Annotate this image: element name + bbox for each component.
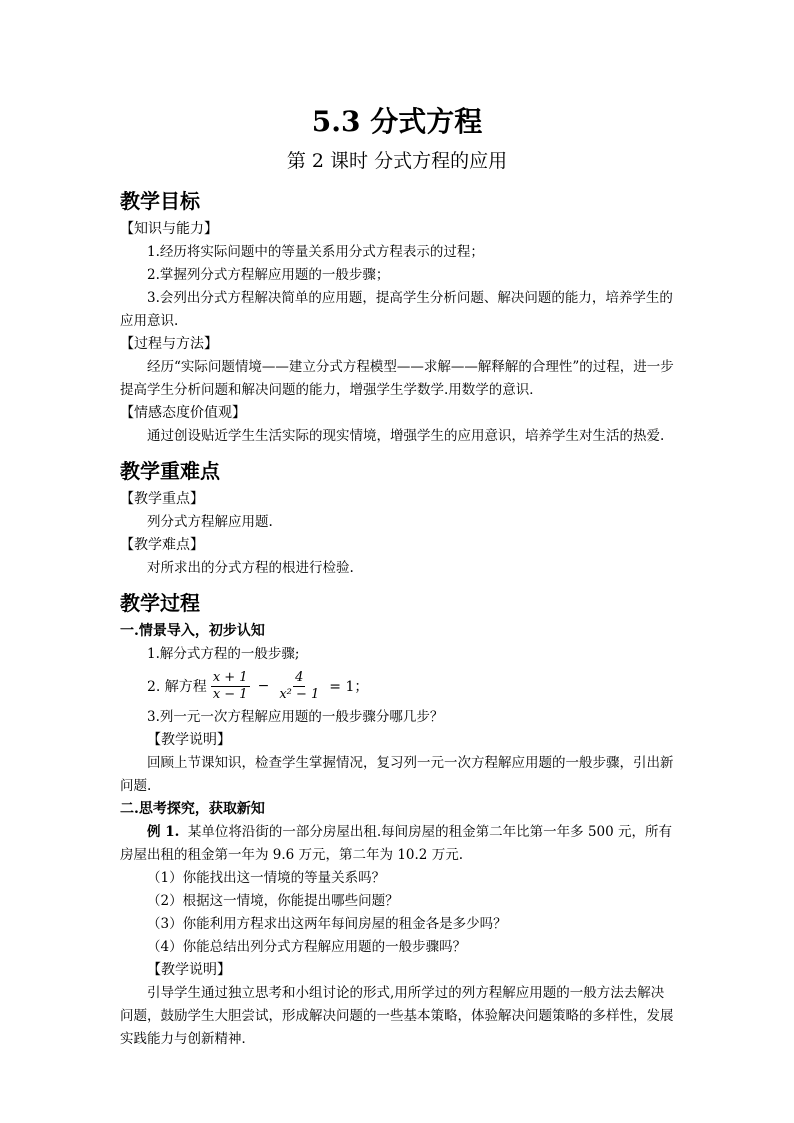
part1-explain: 回顾上节课知识，检查学生掌握情况，复习列一元一次方程解应用题的一般步骤，引出新问题. (120, 755, 674, 794)
difficulty-tag: 【教学难点】 (120, 537, 204, 553)
example-text: 某单位将沿街的一部分房屋出租.每间房屋的租金第二年比第一年多 500 元，所有房屋出租的租金第一年为 9.6 万元，第二年为 10.2 万元. (120, 824, 673, 863)
emotion-tag: 【情感态度价值观】 (120, 405, 246, 421)
fraction-2 (277, 670, 321, 703)
page-subtitle: 第 2 课时 分式方程的应用 (286, 150, 508, 172)
fraction-1-numerator: x + 1 (212, 669, 248, 685)
example-1 (120, 821, 676, 867)
knowledge-item-2: 2.掌握列分式方程解应用题的一般步骤； (147, 267, 390, 283)
question-2: （2）根据这一情境，你能提出哪些问题？ (147, 893, 399, 909)
knowledge-tag: 【知识与能力】 (120, 221, 218, 237)
part1-item-3: 3.列一元一次方程解应用题的一般步骤分哪几步？ (147, 709, 444, 725)
knowledge-item-3: 3.会列出分式方程解决简单的应用题，提高学生分析问题、解决问题的能力，培养学生的应用意识. (120, 290, 673, 329)
fraction-1 (211, 670, 250, 703)
difficulty-text: 对所求出的分式方程的根进行检验. (147, 560, 354, 576)
explain-tag-1: 【教学说明】 (147, 732, 231, 748)
question-1: （1）你能找出这一情境的等量关系吗？ (147, 870, 386, 886)
minus-sign: − (257, 678, 270, 694)
focus-text: 列分式方程解应用题. (147, 514, 273, 530)
focus-tag: 【教学重点】 (120, 491, 204, 507)
fraction-2-denominator: x² − 1 (279, 686, 320, 702)
equation-prefix: 2. 解方程 (147, 679, 207, 695)
fraction-1-denominator: x − 1 (212, 686, 248, 702)
part2-explain: 引导学生通过独立思考和小组讨论的形式,用所学过的列方程解应用题的一般方法去解决问题，鼓励学生大胆尝试，形成解决问题的一些基本策略，体验解决问题策略的多样性，发展实践能力与创新精神． (120, 985, 674, 1047)
section-heading-process: 教学过程 (120, 591, 200, 615)
equation-line (120, 666, 676, 706)
page-title: 5.3 分式方程 (311, 105, 483, 138)
part1-item-1: 1.解分式方程的一般步骤; (147, 646, 300, 662)
part1-title: 一.情景导入，初步认知 (120, 623, 265, 639)
explain-tag-2: 【教学说明】 (147, 962, 231, 978)
process-tag: 【过程与方法】 (120, 336, 218, 352)
section-heading-goals: 教学目标 (120, 189, 200, 213)
process-text: 经历“实际问题情境——建立分式方程模型——求解——解释解的合理性”的过程，进一步提高学生分析问题和解决问题的能力，增强学生学数学.用数学的意识． (120, 359, 674, 398)
fraction-2-numerator: 4 (295, 669, 304, 685)
knowledge-item-1: 1.经历将实际问题中的等量关系用分式方程表示的过程； (147, 244, 484, 260)
section-heading-keypoints: 教学重难点 (120, 459, 220, 483)
equation-rhs: = 1； (329, 679, 369, 695)
part2-title: 二.思考探究，获取新知 (120, 801, 265, 817)
example-label: 例 1. (147, 824, 180, 840)
question-3: （3）你能利用方程求出这两年每间房屋的租金各是多少吗？ (147, 916, 507, 932)
emotion-text: 通过创设贴近学生生活实际的现实情境，增强学生的应用意识，培养学生对生活的热爱. (147, 428, 665, 444)
document-body (120, 184, 676, 1051)
question-4: （4）你能总结出列分式方程解应用题的一般步骤吗？ (147, 939, 467, 955)
